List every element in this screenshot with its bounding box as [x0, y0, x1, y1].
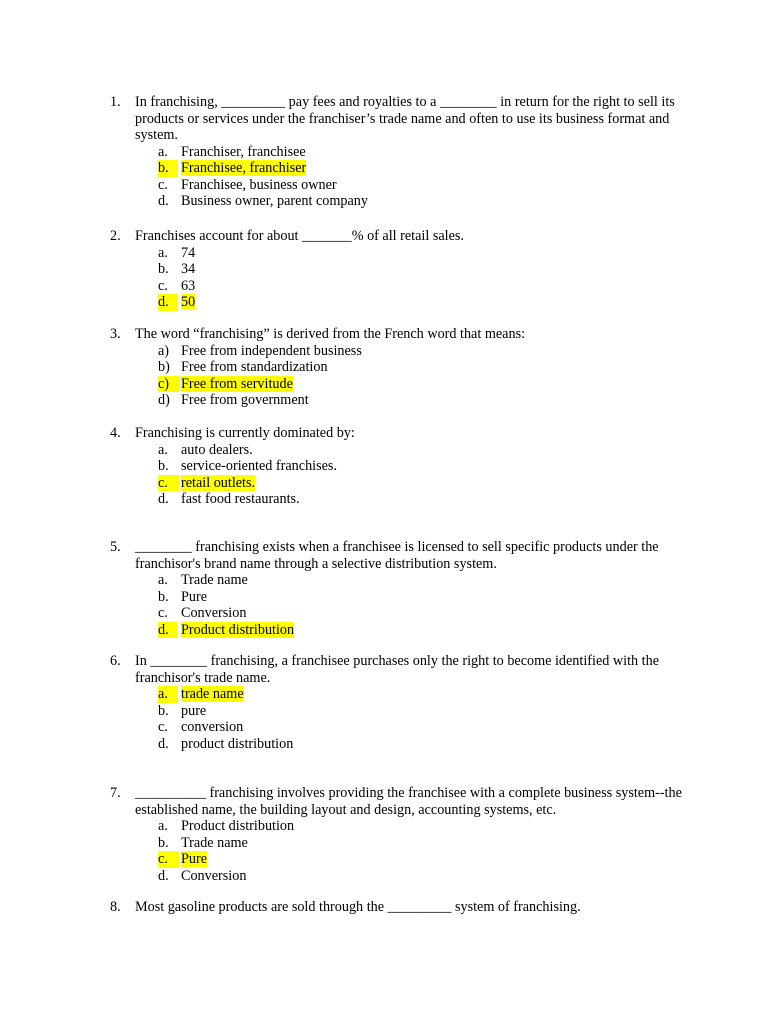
option-text-highlighted: retail outlets. — [181, 474, 256, 491]
option-text: Business owner, parent company — [181, 193, 368, 209]
option-text: Free from independent business — [181, 342, 362, 359]
option-label: b. — [158, 458, 169, 474]
question-6 — [0, 653, 768, 752]
question-number: 6. — [110, 653, 121, 669]
option-a — [0, 818, 768, 835]
option-text-highlighted: trade name — [181, 686, 244, 702]
option-text: pure — [181, 702, 207, 719]
option-b — [0, 261, 768, 278]
question-number: 8. — [110, 899, 121, 915]
option-label: a. — [158, 572, 168, 588]
option-b — [0, 458, 768, 475]
option-label: c. — [158, 277, 168, 294]
option-text: service-oriented franchises. — [181, 458, 337, 474]
option-c — [0, 278, 768, 295]
question-text: The word “franchising” is derived from the French word that means: — [135, 326, 526, 342]
option-text-highlighted: 50 — [181, 294, 196, 310]
option-text: conversion — [181, 719, 244, 735]
option-a — [0, 245, 768, 262]
question-7 — [0, 785, 768, 884]
option-label: c) — [158, 376, 180, 393]
option-label: a) — [158, 342, 170, 359]
option-text-highlighted: Free from servitude — [181, 375, 293, 392]
option-label: c. — [158, 605, 168, 621]
option-b — [0, 589, 768, 606]
option-text: 63 — [181, 277, 196, 294]
option-label: b. — [158, 702, 169, 719]
option-a — [0, 572, 768, 589]
question-1 — [0, 94, 768, 210]
question-number: 4. — [110, 425, 121, 441]
option-d — [0, 736, 768, 753]
option-label: c. — [158, 719, 168, 735]
question-4 — [0, 425, 768, 508]
option-text: Conversion — [181, 605, 247, 621]
option-text: Free from standardization — [181, 359, 328, 375]
option-text: Trade name — [181, 572, 248, 588]
question-number: 5. — [110, 539, 121, 555]
option-label: a. — [158, 686, 177, 703]
option-label: b. — [158, 588, 169, 605]
option-d — [0, 193, 768, 210]
option-c — [0, 605, 768, 622]
option-label: c. — [158, 176, 168, 193]
question-stem — [0, 94, 768, 144]
question-stem — [0, 899, 768, 916]
question-text: In ________ franchising, a franchisee purchases only the right to become identified with the franchisor's trade name. — [135, 653, 659, 686]
option-a — [0, 442, 768, 459]
option-label: d. — [158, 491, 169, 507]
option-text: product distribution — [181, 735, 294, 752]
question-number: 2. — [110, 228, 121, 244]
question-8 — [0, 899, 768, 916]
option-d — [0, 392, 768, 409]
question-text: __________ franchising involves providing the franchisee with a complete business system--the established name, the building layout and design, accounting systems, etc. — [135, 785, 682, 818]
option-text: 74 — [181, 244, 196, 261]
option-c — [0, 376, 768, 393]
option-label: b. — [158, 834, 169, 851]
question-stem — [0, 539, 768, 572]
option-label: b. — [158, 160, 178, 177]
option-label: a. — [158, 244, 168, 261]
option-c — [0, 851, 768, 868]
option-list — [0, 144, 768, 210]
option-text-highlighted: Franchisee, franchiser — [181, 160, 307, 176]
question-stem — [0, 326, 768, 343]
option-c — [0, 475, 768, 492]
question-text: In franchising, _________ pay fees and royalties to a ________ in return for the right to sell its products or services under the franchiser’s trade name and often to use its business format and system. — [135, 94, 675, 143]
option-list — [0, 818, 768, 884]
question-number: 7. — [110, 785, 121, 801]
option-d — [0, 491, 768, 508]
option-d — [0, 622, 768, 639]
option-a — [0, 144, 768, 161]
option-label: b) — [158, 359, 170, 375]
option-b — [0, 359, 768, 376]
question-stem — [0, 785, 768, 818]
option-list — [0, 442, 768, 508]
option-b — [0, 160, 768, 177]
option-text: Pure — [181, 588, 208, 605]
option-text-highlighted: Product distribution — [181, 621, 295, 638]
question-stem — [0, 425, 768, 442]
option-text: auto dealers. — [181, 441, 253, 458]
option-text: Franchisee, business owner — [181, 176, 337, 193]
question-2 — [0, 228, 768, 311]
question-text: ________ franchising exists when a franchisee is licensed to sell specific products under the franchisor's brand name through a selective distribution system. — [135, 539, 659, 572]
option-text: Franchiser, franchisee — [181, 143, 306, 160]
question-text: Most gasoline products are sold through the _________ system of franchising. — [135, 899, 581, 915]
option-label: c. — [158, 851, 179, 868]
question-number: 1. — [110, 94, 121, 110]
question-text: Franchising is currently dominated by: — [135, 425, 355, 441]
option-text: Trade name — [181, 834, 248, 851]
option-label: a. — [158, 441, 168, 458]
option-label: d. — [158, 867, 169, 884]
option-c — [0, 719, 768, 736]
option-label: a. — [158, 818, 168, 834]
question-3 — [0, 326, 768, 409]
question-stem — [0, 228, 768, 245]
option-list — [0, 572, 768, 638]
option-a — [0, 686, 768, 703]
option-label: d. — [158, 735, 169, 752]
option-label: a. — [158, 143, 168, 160]
option-label: b. — [158, 261, 169, 277]
option-list — [0, 343, 768, 409]
option-a — [0, 343, 768, 360]
option-list — [0, 686, 768, 752]
option-label: d) — [158, 392, 170, 408]
option-d — [0, 294, 768, 311]
option-b — [0, 703, 768, 720]
option-label: c. — [158, 475, 179, 492]
option-b — [0, 835, 768, 852]
option-text: 34 — [181, 261, 196, 277]
option-text: Product distribution — [181, 818, 295, 834]
question-text: Franchises account for about _______% of all retail sales. — [135, 228, 464, 244]
option-label: d. — [158, 294, 178, 311]
option-label: d. — [158, 193, 169, 209]
option-c — [0, 177, 768, 194]
option-text: Free from government — [181, 392, 309, 408]
option-d — [0, 868, 768, 885]
question-5 — [0, 539, 768, 638]
option-list — [0, 245, 768, 311]
option-text: Conversion — [181, 867, 247, 884]
question-stem — [0, 653, 768, 686]
option-text-highlighted: Pure — [181, 851, 208, 867]
option-label: d. — [158, 622, 178, 639]
question-number: 3. — [110, 326, 121, 342]
option-text: fast food restaurants. — [181, 491, 300, 507]
